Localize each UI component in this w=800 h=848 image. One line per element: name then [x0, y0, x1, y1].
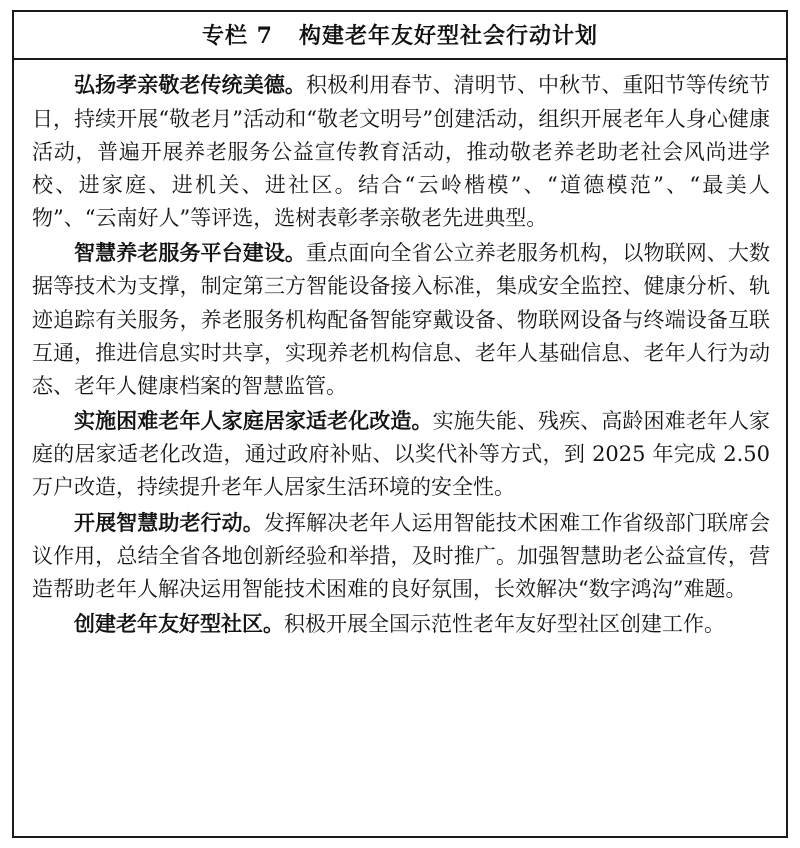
- box-title: [14, 12, 786, 58]
- paragraph: [32, 506, 770, 607]
- box-label: 专栏 7: [202, 23, 273, 49]
- paragraph-lead: 弘扬孝亲敬老传统美德。: [74, 72, 307, 98]
- paragraph: [32, 607, 770, 641]
- paragraph-lead: 智慧养老服务平台建设。: [74, 240, 307, 266]
- paragraph-text: 发挥解决老年人运用智能技术困难工作省级部门联席会议作用，总结全省各地创新经验和举措，及时推广。加强智慧助老公益宣传，营造帮助老年人解决运用智能技术困难的良好氛围，长效解决“数字鸿沟”难题。: [32, 510, 770, 601]
- paragraph-lead: 创建老年友好型社区。: [74, 611, 284, 637]
- paragraph: [32, 68, 770, 235]
- box-body: [14, 60, 786, 641]
- paragraph-lead: 开展智慧助老行动。: [74, 509, 264, 535]
- paragraph-text: 实施失能、残疾、高龄困难老年人家庭的居家适老化改造，通过政府补贴、以奖代补等方式，到 2025 年完成 2.50 万户改造，持续提升老年人居家生活环境的安全性。: [32, 409, 770, 500]
- paragraph-lead: 实施困难老年人家庭居家适老化改造。: [74, 408, 433, 434]
- box-heading-text: 构建老年友好型社会行动计划: [298, 23, 598, 49]
- paragraph: [32, 404, 770, 505]
- callout-box: [12, 10, 788, 838]
- paragraph-text: 积极开展全国示范性老年友好型社区创建工作。: [284, 612, 725, 637]
- paragraph: [32, 236, 770, 403]
- paragraph-text: 重点面向全省公立养老服务机构，以物联网、大数据等技术为支撑，制定第三方智能设备接入标准，集成安全监控、健康分析、轨迹追踪有关服务，养老服务机构配备智能穿戴设备、物联网设备与终端设备互联互通，推进信息实时共享，实现养老机构信息、老年人基础信息、老年人行为动态、老年人健康档案的智慧监管。: [32, 241, 770, 398]
- paragraph-text: 积极利用春节、清明节、中秋节、重阳节等传统节日，持续开展“敬老月”活动和“敬老文明号”创建活动，组织开展老年人身心健康活动，普遍开展养老服务公益宣传教育活动，推动敬老养老助老社会风尚进学校、进家庭、进机关、进社区。结合“云岭楷模”、“道德模范”、“最美人物”、“云南好人”等评选，选树表彰孝亲敬老先进典型。: [32, 73, 770, 231]
